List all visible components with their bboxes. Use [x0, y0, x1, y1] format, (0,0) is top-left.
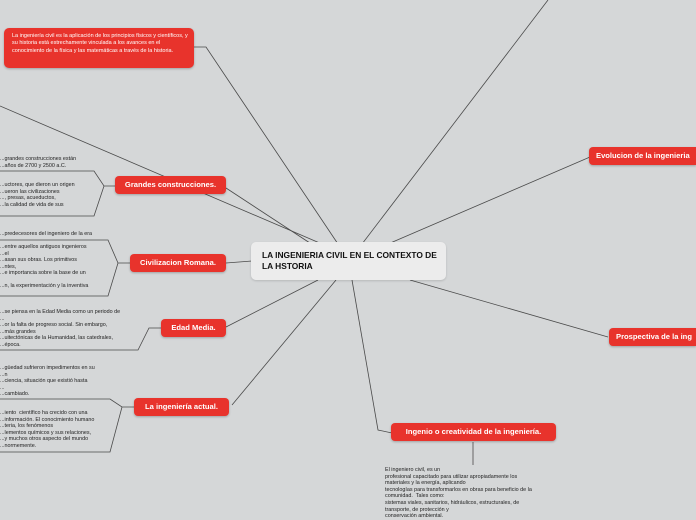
link-grandes: [226, 188, 316, 247]
topic-edad-media[interactable]: Edad Media.: [161, 319, 226, 337]
note-romana-2: ...entre aquellos antiguos ingenieros ...el ...asan sus obras. Los primitivos ...ntes, ...e importancia sobre la base de un: [0, 244, 87, 277]
link-prospectiva: [410, 280, 608, 337]
note-actual-1: ...güedad sufrieron impedimentos en su ...n ...ciencia, situación que existió hasta ... ...cambiado.: [0, 365, 95, 398]
link-actual: [232, 280, 336, 405]
note-romana-3: ...n, la experimentación y la inventiva: [0, 283, 89, 289]
link-left-edge: [0, 106, 322, 244]
topic-prospectiva[interactable]: Prospectiva de la ing: [609, 328, 696, 346]
link-ingenio: [352, 280, 392, 433]
note-media-1: ...se piensa en la Edad Media como un periodo de ... ...or la falta de progreso social. Sin embargo, ...más grandes ...uitectónicas de la Humanidad, las catedrales, ...época.: [0, 309, 121, 348]
note-grandes-2: ...uctores, que dieron un origen ...ueron las civilizaciones ..., presas, acueductos, ...la calidad de vida de sus: [0, 182, 75, 208]
central-topic[interactable]: LA INGENIERIA CIVIL EN EL CONTEXTO DE LA HSTORIA: [251, 242, 446, 280]
note-romana-1: ...predecesores del ingeniero de la era: [0, 231, 92, 237]
link-romana: [226, 261, 252, 263]
topic-ingenieria-actual[interactable]: La ingeniería actual.: [134, 398, 229, 416]
note-grandes-1: ...grandes construcciones están ...años de 2700 y 2500 a.C.: [0, 156, 77, 169]
note-ingenio-1: El ingeniero civil, es un profesional capacitado para utilizar apropiadamente los materiales y la energía, aplicando tecnologías para transformarlos en obras para beneficio de la comunidad. Tales como: sistemas viales, sanitarios, hidráulicos, estructurales, de transporte, de protección y conservación ambiental.: [385, 467, 532, 520]
note-actual-2: ...iento científico ha crecido con una ...información. El conocimiento humano ...teria, los fenómenos ...lementos químicos y sus relaciones, ...y muchos otros aspecto del mundo ...normemente.: [0, 410, 95, 449]
topic-civilizacion-romana[interactable]: Civilizacion Romana.: [130, 254, 226, 272]
link-media: [226, 280, 318, 327]
intro-note[interactable]: La ingeniería civil es la aplicación de los principios físicos y científicos, y su historia está estrechamente vinculada a los avances en el conocimiento de la física y las matemáticas a través de la historia.: [4, 28, 194, 68]
topic-ingenio-creatividad[interactable]: Ingenio o creatividad de la ingeniería.: [391, 423, 556, 441]
link-top-right: [362, 0, 548, 244]
topic-evolucion[interactable]: Evolucion de la ingenieria: [589, 147, 696, 165]
topic-grandes-construcciones[interactable]: Grandes construcciones.: [115, 176, 226, 194]
